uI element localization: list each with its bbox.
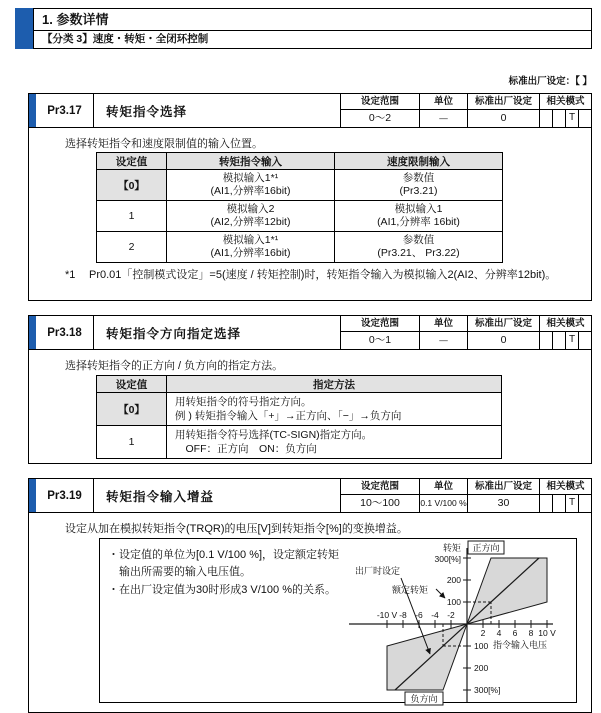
setting-value: 1 [97, 426, 167, 459]
param-title: 转矩指令输入增益 [106, 489, 215, 504]
mode-cell-t: T [565, 110, 578, 127]
table-row [97, 232, 503, 263]
x-tick-label: 4 [496, 628, 502, 638]
factory-default-note: 标准出厂设定：【 】 [508, 76, 592, 87]
method-cell: 用转矩指令的符号指定方向。 例 ) 转矩指令输入「+」→正方向、「−」→负方向 [167, 393, 502, 426]
param-description: 选择转矩指令的正方向 / 负方向的指定方法。 [65, 360, 284, 372]
spec-header-unit: 单位 [420, 316, 467, 332]
mode-cell-p [540, 495, 552, 512]
spec-value-unit: 0.1 V/100 % [420, 498, 467, 508]
col-torque-input: 转矩指令输入 [167, 153, 335, 170]
param-accent-bar [29, 94, 36, 127]
y-tick-label: 100 [474, 641, 489, 651]
speed-limit-cell: 参数值 (Pr3.21、 Pr3.22) [335, 232, 503, 263]
gain-notes [108, 547, 350, 600]
spec-value-unit: — [439, 113, 448, 123]
torque-gain-chart [335, 540, 580, 706]
x-axis-title: 指令输入电压 [493, 640, 548, 650]
param-id: Pr3.18 [36, 316, 94, 349]
y-tick-label: 300[%] [474, 685, 501, 695]
footnote [65, 268, 565, 283]
param-body [28, 513, 592, 713]
x-tick-label: 8 [528, 628, 534, 638]
page-title: 1. 参数详情 [34, 9, 591, 31]
speed-limit-cell: 参数值 (Pr3.21) [335, 170, 503, 201]
rated-torque-annotation: 额定转矩 [392, 585, 429, 595]
param-description: 设定从加在模拟转矩指令(TRQR)的电压[V]到转矩指令[%]的变换增益。 [65, 523, 408, 535]
param-header [28, 478, 592, 513]
mode-cell-t: T [565, 495, 578, 512]
spec-value-default: 0 [500, 112, 507, 124]
mode-cell-f [578, 332, 591, 349]
chart-shaded-region-positive [467, 558, 547, 624]
spec-header-mode: 相关模式 [540, 316, 591, 332]
note-item: ・设定值的单位为[0.1 V/100 %]，设定额定转矩输出所需要的输入电压值。 [108, 549, 340, 578]
x-tick-label: -2 [447, 610, 455, 620]
col-setting-value: 设定值 [97, 376, 167, 393]
spec-value-unit: — [439, 335, 448, 345]
setting-value: 1 [97, 201, 167, 232]
mode-cell-f [578, 495, 591, 512]
x-tick-label: 2 [480, 628, 486, 638]
param-spec [340, 479, 591, 512]
spec-value-range: 0～1 [368, 334, 392, 346]
mode-cell-f [578, 110, 591, 127]
table-header-row [97, 376, 502, 393]
mode-cell-t: T [565, 332, 578, 349]
mode-cells [540, 495, 591, 512]
x-tick-label: -4 [431, 610, 439, 620]
y-tick-label: 100 [446, 597, 461, 607]
table-header-row [97, 153, 503, 170]
y-tick-label: 200 [474, 663, 489, 673]
y-axis-title: 转矩 [442, 543, 461, 553]
table-row [97, 393, 502, 426]
spec-header-mode: 相关模式 [540, 479, 591, 495]
footnote-text: Pr0.01「控制模式设定」=5(速度 / 转矩控制)时，转矩指令输入为模拟输入2(AI2、分辨率12bit)。 [89, 269, 557, 281]
setting-value: 2 [97, 232, 167, 263]
positive-direction-label: 正方向 [472, 543, 500, 553]
x-tick-label: -8 [399, 610, 407, 620]
spec-header-unit: 单位 [420, 479, 467, 495]
torque-input-cell: 模拟输入1*¹ (AI1,分辨率16bit) [167, 170, 335, 201]
param-block-pr3-19 [28, 478, 592, 713]
spec-value-range: 10～100 [360, 497, 400, 509]
spec-header-range: 设定范围 [341, 479, 419, 495]
param-accent-bar [29, 316, 36, 349]
mode-cell-p [540, 332, 552, 349]
spec-header-mode: 相关模式 [540, 94, 591, 110]
table-row [97, 201, 503, 232]
header-box [33, 8, 592, 49]
method-cell: 用转矩指令符号选择(TC-SIGN)指定方向。 OFF：正方向 ON：负方向 [167, 426, 502, 459]
torque-input-cell: 模拟输入1*¹ (AI1,分辨率16bit) [167, 232, 335, 263]
param-spec [340, 94, 591, 127]
param-body [28, 128, 592, 301]
footnote-marker: *1 [65, 269, 76, 281]
setting-value: 【0】 [97, 393, 167, 426]
y-tick-label: 200 [446, 575, 461, 585]
mode-cells [540, 332, 591, 349]
spec-header-default: 标准出厂设定 [468, 479, 539, 495]
spec-header-range: 设定范围 [341, 316, 419, 332]
speed-limit-cell: 模拟输入1 (AI1,分辨率 16bit) [335, 201, 503, 232]
spec-header-default: 标准出厂设定 [468, 94, 539, 110]
param-block-pr3-17 [28, 93, 592, 301]
param-description: 选择转矩指令和速度限制值的输入位置。 [65, 138, 263, 150]
mode-cell-p [540, 110, 552, 127]
col-speed-limit: 速度限制输入 [335, 153, 503, 170]
torque-input-cell: 模拟输入2 (AI2,分辨率12bit) [167, 201, 335, 232]
negative-direction-label: 负方向 [410, 694, 438, 704]
spec-value-range: 0～2 [368, 112, 392, 124]
param-body [28, 350, 592, 464]
mode-cell-s [552, 332, 565, 349]
param-title: 转矩指令方向指定选择 [106, 326, 242, 341]
spec-header-range: 设定范围 [341, 94, 419, 110]
x-tick-label: 6 [512, 628, 518, 638]
torque-command-select-table [96, 152, 503, 263]
table-row [97, 170, 503, 201]
mode-cell-s [552, 495, 565, 512]
x-tick-label: 10 V [538, 628, 556, 638]
spec-value-default: 0 [500, 334, 507, 346]
mode-cells [540, 110, 591, 127]
table-row [97, 426, 502, 459]
mode-cell-s [552, 110, 565, 127]
chart-shaded-region-negative [387, 624, 467, 690]
header-accent-bar [15, 8, 33, 49]
col-setting-value: 设定值 [97, 153, 167, 170]
factory-setting-annotation: 出厂时设定 [355, 566, 401, 576]
param-block-pr3-18 [28, 315, 592, 464]
spec-header-default: 标准出厂设定 [468, 316, 539, 332]
setting-value: 【0】 [97, 170, 167, 201]
page-subtitle: 【分类 3】速度・转矩・全闭环控制 [42, 33, 209, 45]
spec-header-unit: 单位 [420, 94, 467, 110]
x-tick-label: -10 V [376, 610, 398, 620]
col-method: 指定方法 [167, 376, 502, 393]
x-tick-label: -6 [415, 610, 423, 620]
page-header [15, 8, 592, 49]
param-header [28, 315, 592, 350]
y-tick-label: 300[%] [434, 554, 461, 564]
direction-select-table [96, 375, 502, 459]
param-accent-bar [29, 479, 36, 512]
param-title: 转矩指令选择 [106, 104, 188, 119]
param-spec [340, 316, 591, 349]
param-header [28, 93, 592, 128]
rated-torque-arrow [436, 589, 445, 598]
param-id: Pr3.17 [36, 94, 94, 127]
note-item: ・在出厂设定值为30时形成3 V/100 %的关系。 [108, 584, 336, 596]
param-id: Pr3.19 [36, 479, 94, 512]
spec-value-default: 30 [497, 497, 510, 509]
